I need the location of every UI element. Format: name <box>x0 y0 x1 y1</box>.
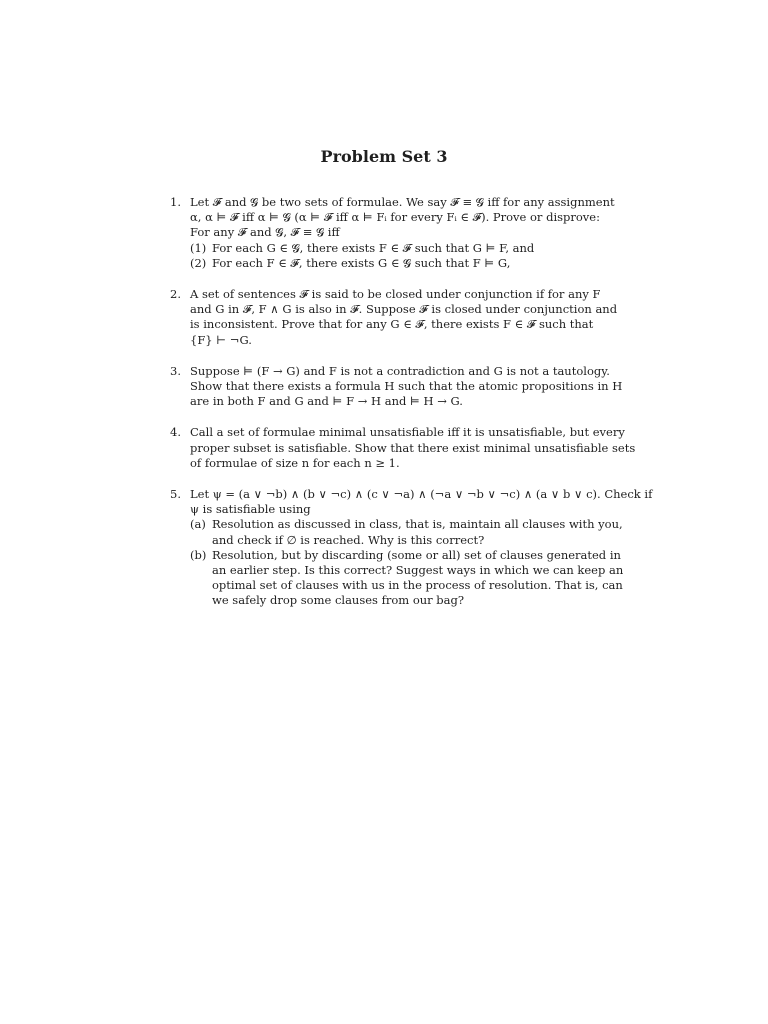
problem-text-line: {F} ⊢ ¬G. <box>190 332 252 347</box>
sub-item-label: (1) <box>190 240 207 255</box>
sub-item <box>190 517 623 547</box>
problem-number: 1. <box>170 195 181 209</box>
sub-item-text: we safely drop some clauses from our bag? <box>212 593 465 608</box>
problem-5 <box>170 487 653 609</box>
sub-item-text: For each F ∈ 𝓕, there exists G ∈ 𝓖 such that F ⊨ G, <box>212 255 511 270</box>
sub-item <box>190 256 604 271</box>
sub-item-label: (a) <box>190 517 206 532</box>
problem-2 <box>170 287 618 348</box>
problem-text-line: are in both F and G and ⊨ F → H and ⊨ H → G. <box>190 394 463 409</box>
problem-4 <box>170 425 636 471</box>
sub-item-text: Resolution as discussed in class, that is, maintain all clauses with you, <box>212 517 623 532</box>
problem-3 <box>170 363 623 410</box>
problem-text-line: Call a set of formulae minimal unsatisfiable iff it is unsatisfiable, but every <box>190 425 625 440</box>
sub-item-text: an earlier step. Is this correct? Suggest ways in which we can keep an <box>212 563 624 578</box>
problem-text-line: Let 𝓕 and 𝓖 be two sets of formulae. We say 𝓕 ≡ 𝓖 iff for any assignment <box>190 195 615 209</box>
problem-number: 2. <box>170 287 181 302</box>
problem-number: 4. <box>170 425 181 440</box>
problem-text-line: Suppose ⊨ (F → G) and F is not a contradiction and G is not a tautology. <box>190 363 610 378</box>
sub-item-text: For each G ∈ 𝓖, there exists F ∈ 𝓕 such that G ⊨ F, and <box>212 240 535 255</box>
sub-item-text: and check if ∅ is reached. Why is this correct? <box>212 532 485 547</box>
sub-item-label: (2) <box>190 255 207 270</box>
problem-text-line: For any 𝓕 and 𝓖, 𝓕 ≡ 𝓖 iff <box>190 225 340 240</box>
problem-text-line: A set of sentences 𝓕 is said to be closed under conjunction if for any F <box>190 287 601 302</box>
problem-1 <box>170 195 615 271</box>
problem-text-line: is inconsistent. Prove that for any G ∈ 𝓕, there exists F ∈ 𝓕 such that <box>190 317 594 332</box>
problem-text-line: Let ψ = (a ∨ ¬b) ∧ (b ∨ ¬c) ∧ (c ∨ ¬a) ∧ (¬a ∨ ¬b ∨ ¬c) ∧ (a ∨ b ∨ c). Check if <box>190 487 653 502</box>
problem-text-line: α, α ⊨ 𝓕 iff α ⊨ 𝓖 (α ⊨ 𝓕 iff α ⊨ Fᵢ for every Fᵢ ∈ 𝓕). Prove or disprove: <box>190 210 600 225</box>
problem-text-line: Show that there exists a formula H such that the atomic propositions in H <box>190 379 623 394</box>
page-title: Problem Set 3 <box>320 147 448 166</box>
sub-item-text: Resolution, but by discarding (some or all) set of clauses generated in <box>212 547 621 562</box>
problem-number: 5. <box>170 487 181 502</box>
sub-item <box>190 547 624 609</box>
problem-text-line: of formulae of size n for each n ≥ 1. <box>190 455 400 470</box>
sub-item-text: optimal set of clauses with us in the process of resolution. That is, can <box>212 578 623 593</box>
problem-number: 3. <box>170 363 181 378</box>
problem-text-line: ψ is satisfiable using <box>190 502 311 517</box>
sub-item-label: (b) <box>190 547 207 562</box>
sub-item <box>190 241 604 256</box>
problem-list <box>170 195 653 625</box>
problem-text-line: and G in 𝓕, F ∧ G is also in 𝓕. Suppose 𝓕 is closed under conjunction and <box>190 302 618 317</box>
problem-text-line: proper subset is satisfiable. Show that there exist minimal unsatisfiable sets <box>190 440 636 455</box>
